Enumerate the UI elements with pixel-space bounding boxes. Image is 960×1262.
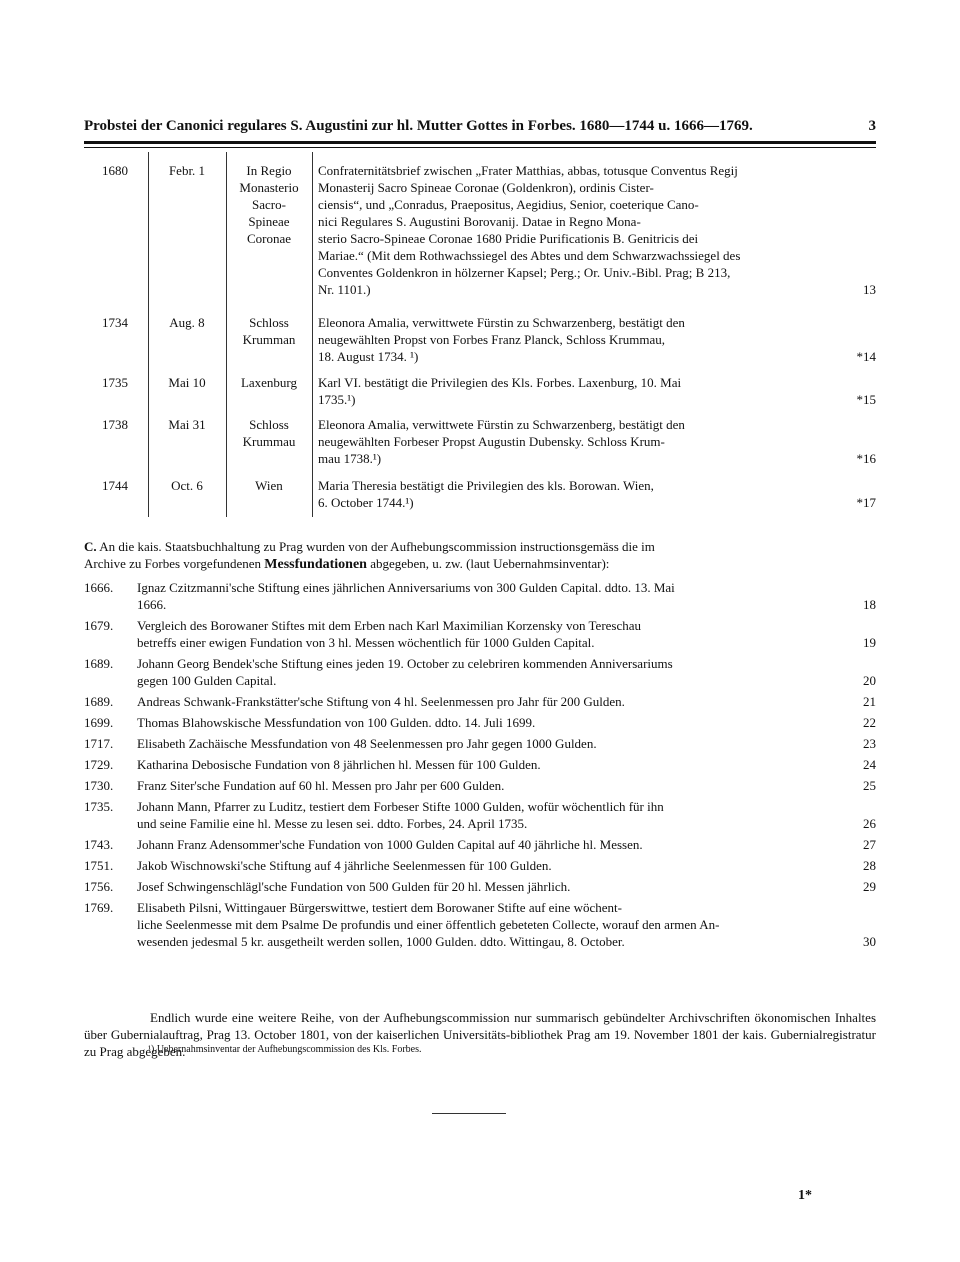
row-text xyxy=(318,477,876,511)
row-year: 1680 xyxy=(102,163,128,178)
closing-paragraph: Endlich wurde eine weitere Reihe, von der Aufhebungscommission nur summarisch gebündelter Archivschriften ökonomischen Inhaltes über Gubernialauftrag, Prag 13. October 1801, von der kaiserlichen Universitäts-bibliothek Prag am 19. November 1801 der kais. Gubernialregistratur zu Prag abgegeben. xyxy=(84,1010,876,1059)
place-line: Coronae xyxy=(246,231,292,246)
row-date: Aug. 8 xyxy=(169,315,205,330)
entry-line: wesenden jedesmal 5 kr. ausgetheilt werden sollen, 1000 Gulden. ddto. Wittingau, 8. October. xyxy=(137,934,625,949)
row-date: Mai 31 xyxy=(168,417,206,432)
list-item xyxy=(84,617,876,651)
entry-line: betreffs einer ewigen Fundation von 3 hl. Messen wöchentlich für 1000 Gulden Capital. xyxy=(137,635,595,650)
entry-number: 23 xyxy=(863,736,876,751)
row-place xyxy=(230,374,308,391)
entry-number: 24 xyxy=(863,757,876,772)
list-item xyxy=(84,836,876,853)
place-line: Laxenburg xyxy=(240,375,298,390)
section-c-line xyxy=(84,555,876,573)
row-text xyxy=(318,374,876,408)
entry-number: 27 xyxy=(863,837,876,852)
entry-number: 26 xyxy=(863,816,876,831)
entry-number: 19 xyxy=(863,635,876,650)
entry-year: 1743. xyxy=(84,837,114,852)
entry-line: Johann Franz Adensommer'sche Fundation von 1000 Gulden Capital auf 40 jährliche hl. Messen. xyxy=(137,837,643,852)
entry-line: Vergleich des Borowaner Stiftes mit dem Erben nach Karl Maximilian Korzensky von Tereschau xyxy=(137,618,642,633)
section-letter: C. xyxy=(84,539,97,554)
entry-number: 25 xyxy=(863,778,876,793)
entry-number: 29 xyxy=(863,879,876,894)
list-item xyxy=(84,798,876,832)
row-place xyxy=(230,477,308,494)
row-text xyxy=(318,314,876,365)
entry-line: Andreas Schwank-Frankstätter'sche Stiftung von 4 hl. Seelenmessen pro Jahr für 200 Gulden. xyxy=(137,694,625,709)
place-line: Krummau xyxy=(242,434,296,449)
place-line: Sacro- xyxy=(252,197,286,212)
section-c-text: An die kais. Staatsbuchhaltung zu Prag wurden von der Aufhebungscommission instructionsgemäss die im xyxy=(99,539,655,554)
entry-year: 1769. xyxy=(84,900,114,915)
entry-line: Johann Georg Bendek'sche Stiftung eines jeden 19. October zu celebriren kommenden Anniversariums xyxy=(137,656,673,671)
section-c-text: Archive zu Forbes vorgefundenen xyxy=(84,556,262,571)
fundation-list xyxy=(84,579,876,954)
entry-line: Johann Mann, Pfarrer zu Luditz, testiert dem Forbeser Stifte 1000 Gulden, wofür wöchentlich für ihn xyxy=(137,799,664,814)
row-date: Mai 10 xyxy=(168,375,206,390)
text-line: Conventes Goldenkron in hölzerner Kapsel; Perg.; Or. Univ.-Bibl. Prag; B 213, xyxy=(318,265,731,280)
end-rule xyxy=(432,1113,506,1114)
row-date: Febr. 1 xyxy=(168,163,206,178)
section-c-text: abgegeben, u. zw. (laut Uebernahmsinventar): xyxy=(370,556,610,571)
text-line: mau 1738.¹) *16 xyxy=(318,451,876,466)
list-item xyxy=(84,878,876,895)
text-line: Monasterij Sacro Spineae Coronae (Goldenkron), ordinis Cister- xyxy=(318,180,654,195)
row-place xyxy=(230,314,308,348)
row-text xyxy=(318,416,876,467)
entry-year: 1689. xyxy=(84,694,114,709)
column-divider xyxy=(226,152,227,517)
place-line: In Regio xyxy=(246,163,292,178)
text-line: ciensis“, und „Conradus, Praepositus, Aegidius, Senior, coeterique Cano- xyxy=(318,197,699,212)
entry-number: 28 xyxy=(863,858,876,873)
row-number: *17 xyxy=(856,495,876,510)
row-year: 1744 xyxy=(102,478,128,493)
page-number: 3 xyxy=(868,118,876,134)
text-line: Mariae.“ (Mit dem Rothwachssiegel des Abtes und dem Schwarzwachssiegel des xyxy=(318,248,741,263)
sheet-signature: 1* xyxy=(798,1188,812,1203)
entry-year: 1751. xyxy=(84,858,114,873)
row-number: *16 xyxy=(856,451,876,466)
list-item xyxy=(84,735,876,752)
text-line: neugewählten Forbeser Propst Augustin Dubensky. Schloss Krum- xyxy=(318,434,665,449)
header-rule-thin xyxy=(84,147,876,148)
entry-number: 20 xyxy=(863,673,876,688)
entry-line: und seine Familie eine hl. Messe zu lesen sei. ddto. Forbes, 24. April 1735. xyxy=(137,816,528,831)
place-line: Spineae xyxy=(248,214,290,229)
row-place xyxy=(230,162,308,247)
text-line: Nr. 1101.) 13 xyxy=(318,282,876,297)
entry-year: 1730. xyxy=(84,778,114,793)
text-line: Eleonora Amalia, verwittwete Fürstin zu Schwarzenberg, bestätigt den xyxy=(318,315,685,330)
row-text xyxy=(318,162,876,298)
row-number: *14 xyxy=(856,349,876,364)
list-item xyxy=(84,693,876,710)
entry-year: 1729. xyxy=(84,757,114,772)
text-line: 6. October 1744.¹) *17 xyxy=(318,495,876,510)
list-item xyxy=(84,655,876,689)
list-item xyxy=(84,756,876,773)
entry-year: 1699. xyxy=(84,715,114,730)
place-line: Schloss xyxy=(249,315,289,330)
entry-number: 22 xyxy=(863,715,876,730)
entry-line: Josef Schwingenschlägl'sche Fundation von 500 Gulden für 20 hl. Messen jährlich. xyxy=(137,879,571,894)
entry-year: 1717. xyxy=(84,736,114,751)
text-line: sterio Sacro-Spineae Coronae 1680 Pridie Purificationis B. Genitricis dei xyxy=(318,231,699,246)
entry-line: Jakob Wischnowski'sche Stiftung auf 4 jährliche Seelenmessen für 100 Gulden. xyxy=(137,858,552,873)
section-c-intro xyxy=(84,538,876,573)
entry-line: Ignaz Czitzmanni'sche Stiftung eines jährlichen Anniversariums von 300 Gulden Capital. ddto. 13. Mai xyxy=(137,580,675,595)
entry-line: 1666. xyxy=(137,597,167,612)
column-divider xyxy=(148,152,149,517)
header-rule-thick xyxy=(84,141,876,144)
text-line: Eleonora Amalia, verwittwete Fürstin zu Schwarzenberg, bestätigt den xyxy=(318,417,685,432)
row-year: 1735 xyxy=(102,375,128,390)
entry-year: 1735. xyxy=(84,799,114,814)
text-line: 1735.¹) *15 xyxy=(318,392,876,407)
row-number: 13 xyxy=(863,282,876,297)
place-line: Wien xyxy=(255,478,283,493)
header-title: Probstei der Canonici regulares S. Augustini zur hl. Mutter Gottes in Forbes. 1680—1744 u. 1666—1769. xyxy=(84,118,753,134)
row-place xyxy=(230,416,308,450)
list-item xyxy=(84,857,876,874)
text-line: Confraternitätsbrief zwischen „Frater Matthias, abbas, totusque Conventus Regij xyxy=(318,163,738,178)
footnote: ¹) Uebernahmsinventar der Aufhebungscommission des Kls. Forbes. xyxy=(148,1044,422,1055)
running-header xyxy=(84,118,876,135)
place-line: Schloss xyxy=(249,417,289,432)
entry-year: 1666. xyxy=(84,580,114,595)
list-item xyxy=(84,899,876,950)
list-item xyxy=(84,777,876,794)
entry-line: Elisabeth Pilsni, Wittingauer Bürgerswittwe, testiert dem Borowaner Stifte auf eine wöchent- xyxy=(137,900,622,915)
row-year: 1734 xyxy=(102,315,128,330)
text-line: 18. August 1734. ¹) *14 xyxy=(318,349,876,364)
entry-line: Franz Siter'sche Fundation auf 60 hl. Messen pro Jahr per 600 Gulden. xyxy=(137,778,505,793)
entry-line: Katharina Debosische Fundation von 8 jährlichen hl. Messen für 100 Gulden. xyxy=(137,757,541,772)
entry-year: 1756. xyxy=(84,879,114,894)
entry-number: 21 xyxy=(863,694,876,709)
entry-number: 18 xyxy=(863,597,876,612)
text-line: neugewählten Propst von Forbes Franz Planck, Schloss Krummau, xyxy=(318,332,665,347)
list-item xyxy=(84,714,876,731)
row-number: *15 xyxy=(856,392,876,407)
column-divider xyxy=(312,152,313,517)
text-line: nici Regulares S. Augustini Borovanij. Datae in Regno Mona- xyxy=(318,214,641,229)
row-date: Oct. 6 xyxy=(171,478,203,493)
text-line: Maria Theresia bestätigt die Privilegien des kls. Borowan. Wien, xyxy=(318,478,654,493)
list-item xyxy=(84,579,876,613)
entry-year: 1679. xyxy=(84,618,114,633)
row-year: 1738 xyxy=(102,417,128,432)
section-c-bold-term: Messfundationen xyxy=(264,557,367,572)
place-line: Monasterio xyxy=(239,180,299,195)
place-line: Krumman xyxy=(242,332,296,347)
section-c-line xyxy=(84,538,876,555)
entry-year: 1689. xyxy=(84,656,114,671)
regesta-table xyxy=(84,152,876,517)
entry-number: 30 xyxy=(863,934,876,949)
entry-line: liche Seelenmesse mit dem Psalme De profundis und einer öffentlich gebeteten Collecte, worauf den armen An- xyxy=(137,917,720,932)
entry-line: Elisabeth Zachäische Messfundation von 48 Seelenmessen pro Jahr gegen 1000 Gulden. xyxy=(137,736,597,751)
entry-line: Thomas Blahowskische Messfundation von 100 Gulden. ddto. 14. Juli 1699. xyxy=(137,715,536,730)
text-line: Karl VI. bestätigt die Privilegien des Kls. Forbes. Laxenburg, 10. Mai xyxy=(318,375,682,390)
entry-line: gegen 100 Gulden Capital. xyxy=(137,673,277,688)
